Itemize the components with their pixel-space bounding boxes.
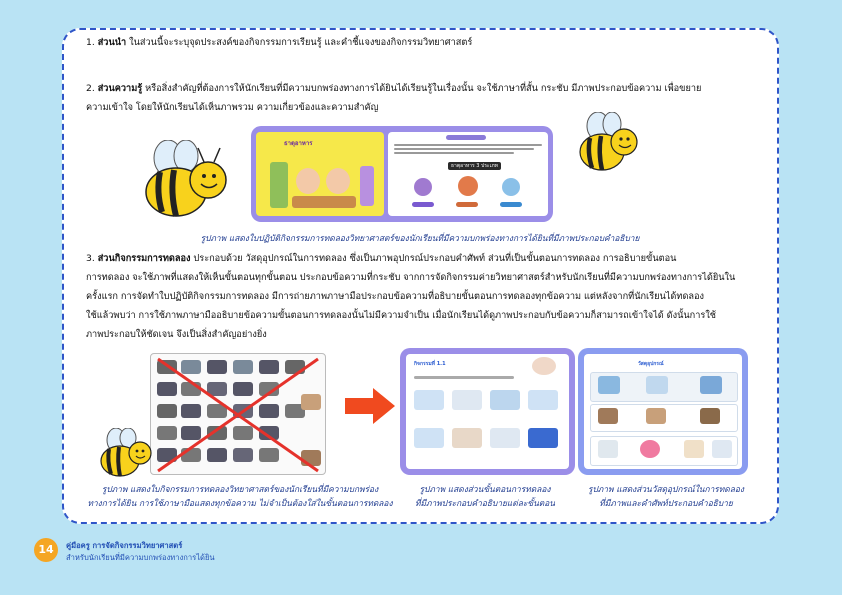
caption-middle-line2: ที่มีภาพประกอบคำอธิบายแต่ละขั้นตอน xyxy=(415,498,555,508)
flask-illustration xyxy=(360,166,374,206)
section3-heading: ส่วนกิจกรรมการทดลอง xyxy=(97,253,191,264)
slide-label-chip xyxy=(500,202,522,207)
step-photo xyxy=(490,390,520,410)
worksheet-content-slide xyxy=(388,132,548,216)
slide-center-label: ธาตุอาหาร 3 ประเภท xyxy=(448,162,501,170)
caption-right-line1: รูปภาพ แสดงส่วนวัสดุอุปกรณ์ในการทดลอง xyxy=(587,484,745,494)
slide-text-line xyxy=(394,152,514,154)
caption-left-line1: รูปภาพ แสดงใบกิจกรรมการทดลองวิทยาศาสตร์ของนักเรียนที่มีความบกพร่อง xyxy=(101,484,379,494)
step-photo xyxy=(528,390,558,410)
section2-heading: ส่วนความรู้ xyxy=(97,83,143,94)
caption-left-line2: ทางการได้ยิน การใช้ภาษามือแสดงทุกข้อความ ไม่จำเป็นต้องใส่ในขั้นตอนการทดลอง xyxy=(87,498,393,508)
worksheet-mid-title: กิจกรรมที่ 1.1 xyxy=(414,361,446,367)
slide-label-chip xyxy=(412,202,434,207)
material-photo xyxy=(598,376,620,394)
material-photo xyxy=(598,440,618,458)
section2-paragraph xyxy=(86,80,766,98)
material-photo xyxy=(712,440,732,458)
material-photo xyxy=(640,440,660,458)
cross-mark-icon xyxy=(150,353,326,475)
plant-illustration xyxy=(270,162,288,208)
section1-text: ในส่วนนี้จะระบุจุดประสงค์ของกิจกรรมการเรียนรู้ และคำชี้แจงของกิจกรรมวิทยาศาสตร์ xyxy=(129,37,473,48)
step-photo xyxy=(490,428,520,448)
section3-line1: ประกอบด้วย วัสดุอุปกรณ์ในการทดลอง ซึ่งเป็นภาพอุปกรณ์ประกอบคำศัพท์ ส่วนที่เป็นขั้นตอนการทดลอง การอธิบายขั้นตอน xyxy=(193,253,677,264)
material-photo xyxy=(598,408,618,424)
child-illustration xyxy=(296,168,320,194)
step-photo xyxy=(452,428,482,448)
worksheet-cover-slide xyxy=(256,132,384,216)
footer-title: คู่มือครู การจัดกิจกรรมวิทยาศาสตร์ xyxy=(66,541,183,550)
step-photo xyxy=(414,428,444,448)
caption-left xyxy=(70,482,410,510)
step-photo xyxy=(452,390,482,410)
section3-line3: ครั้งแรก การจัดทำใบปฏิบัติกิจกรรมการทดลอง มีการถ่ายภาพภาษามือประกอบข้อความที่อธิบายขั้นตอนการทดลองทุกข้อความ แต่หลังจากที่นักเรียนได้ทดลอง xyxy=(86,291,705,302)
footer-subtitle: สำหรับนักเรียนที่มีความบกพร่องทางการได้ยิน xyxy=(66,553,215,562)
section3-number: 3. xyxy=(86,253,95,264)
section2-paragraph-cont xyxy=(86,99,766,117)
bee-icon xyxy=(96,428,154,480)
material-photo xyxy=(700,408,720,424)
bee-icon xyxy=(138,140,230,222)
step-photo xyxy=(528,428,558,448)
materials-worksheet xyxy=(584,354,742,469)
material-photo xyxy=(684,440,704,458)
slide-header-bar xyxy=(446,135,486,140)
table-illustration xyxy=(292,196,356,208)
section2-text-line2: ความเข้าใจ โดยให้นักเรียนได้เห็นภาพรวม ความเกี่ยวข้องและความสำคัญ xyxy=(86,102,379,113)
section3-line5: ภาพประกอบให้ชัดเจน จึงเป็นสิ่งสำคัญอย่างยิ่ง xyxy=(86,329,267,340)
bee-icon xyxy=(574,112,640,176)
slide-label-chip xyxy=(456,202,478,207)
section3-line4: ใช้แล้วพบว่า การใช้ภาพภาษามืออธิบายข้อความขั้นตอนการทดลองนั้นไม่มีความจำเป็น เมื่อนักเรียนได้ดูภาพประกอบกับข้อความก็สามารถเข้าใจได้ ดังนั้นการใช้ xyxy=(86,310,717,321)
section2-image-panel xyxy=(251,126,553,222)
material-photo xyxy=(646,408,666,424)
caption-right xyxy=(566,482,766,510)
caption-middle-line1: รูปภาพ แสดงส่วนขั้นตอนการทดลอง xyxy=(419,484,551,494)
material-photo xyxy=(646,376,668,394)
section1-number: 1. xyxy=(86,37,95,48)
section2-number: 2. xyxy=(86,83,95,94)
slide-text-line xyxy=(394,144,542,146)
section3-line2: การทดลอง จะใช้ภาพที่แสดงให้เห็นขั้นตอนทุกขั้นตอน ประกอบข้อความที่กระชับ จากการจัดกิจกรรมค่ายวิทยาศาสตร์สำหรับนักเรียนที่มีความบกพร่องทางการได้ยินใน xyxy=(86,272,736,283)
section2-caption: รูปภาพ แสดงใบปฏิบัติกิจกรรมการทดลองวิทยาศาสตร์ของนักเรียนที่มีความบกพร่องทางการได้ยินที่มีภาพประกอบคำอธิบาย xyxy=(200,233,640,243)
section2-text-line1: หรือสิ่งสำคัญที่ต้องการให้นักเรียนที่มีความบกพร่องทางการได้ยินได้เรียนรู้ในเรื่องนั้น จะใช้ภาษาที่สั้น กระชับ มีภาพประกอบข้อความ เพื่อขยาย xyxy=(145,83,702,94)
children-illustration xyxy=(532,357,556,375)
step-photo xyxy=(414,390,444,410)
slide-title: ธาตุอาหาร xyxy=(284,140,313,147)
food-illustration xyxy=(414,178,432,196)
material-photo xyxy=(700,376,722,394)
food-illustration xyxy=(458,176,478,196)
caption-right-line2: ที่มีภาพและคำศัพท์ประกอบคำอธิบาย xyxy=(599,498,733,508)
arrow-right-icon xyxy=(345,388,395,424)
section3-paragraph xyxy=(86,250,766,268)
materials-worksheet-panel xyxy=(578,348,748,475)
procedure-worksheet-panel xyxy=(400,348,575,475)
child-illustration xyxy=(326,168,350,194)
procedure-worksheet xyxy=(406,354,569,469)
caption-middle xyxy=(385,482,585,510)
food-illustration xyxy=(502,178,520,196)
slide-text-line xyxy=(394,148,534,150)
worksheet-text-line xyxy=(414,376,514,379)
page-number: 14 xyxy=(34,538,58,562)
worksheet-right-title: วัสดุอุปกรณ์ xyxy=(638,361,664,367)
section1-heading: ส่วนนำ xyxy=(97,37,127,48)
section1-paragraph xyxy=(86,34,766,52)
